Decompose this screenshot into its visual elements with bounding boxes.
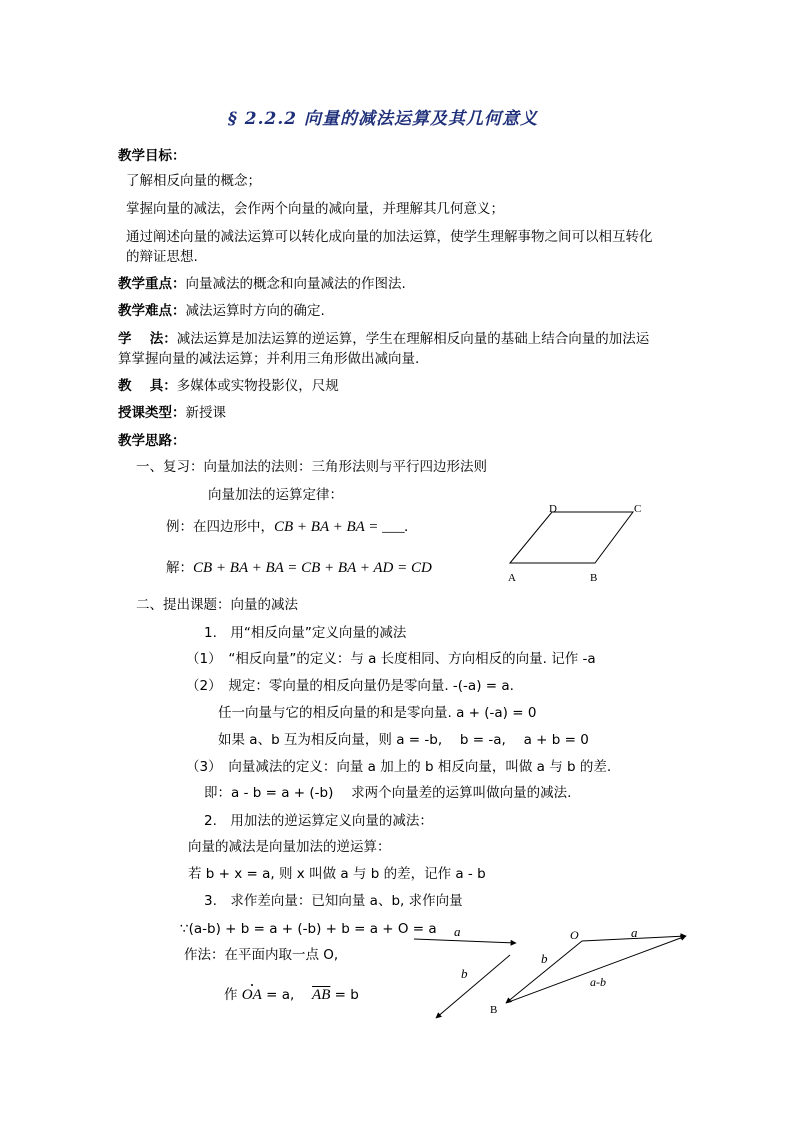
example-label: 例：在四边形中， [166,519,274,535]
section-1: 1. 用“相反向量”定义向量的减法 [204,625,407,641]
objectives-label: 教学目标： [118,148,186,164]
vector-a-arrow [414,939,516,943]
review-heading: 一、复习：向量加法的法则：三角形法则与平行四边形法则 [136,459,487,475]
method [118,330,649,348]
parallelogram-diagram [500,500,660,590]
vector-difference-diagram [400,920,710,1030]
lesson-type-text: 新授课 [185,405,226,421]
method-line1: 减法运算是加法运算的逆运算，学生在理解相反向量的基础上结合向量的加法运 [176,331,650,347]
key-point [118,275,406,293]
objective-item: 掌握向量的减法，会作两个向量的减向量，并理解其几何意义； [126,201,504,217]
section-3b: 作法：在平面内取一点 O, [184,947,339,963]
vertex-label-a: A [508,572,516,584]
example-expr: CB + BA + BA = ___. [274,519,409,535]
vertex-label-d: D [549,503,557,515]
section-2a: 向量的减法是向量加法的逆运算： [188,839,391,855]
method-line2: 算掌握向量的减法运算；并利用三角形做出减向量. [118,351,420,367]
vector-a-label: a [454,924,461,939]
point-3b: 即：a - b = a + (-b) 求两个向量差的运算叫做向量的减法. [204,785,572,801]
objective-item: 通过阐述向量的减法运算可以转化成向量的加法运算，使学生理解事物之间可以相互转化 [126,229,653,245]
section-3c-pre: 作 [224,987,242,1003]
point-o-label: O [570,928,579,942]
tools [118,377,339,395]
triangle-vector-a-minus-b [506,936,686,1003]
review-law: 向量加法的运算定律： [208,487,343,503]
example [166,518,408,536]
section-3a: ∵(a-b) + b = a + (-b) + b = a + O = a [180,921,437,937]
section-2: 2. 用加法的逆运算定义向量的减法： [204,813,433,829]
key-point-text: 向量减法的概念和向量减法的作图法. [185,276,406,292]
tools-text: 多媒体或实物投影仪，尺规 [176,378,339,394]
point-1: （1） “相反向量”的定义：与 a 长度相同、方向相反的向量. 记作 -a [186,651,596,667]
point-3: （3） 向量减法的定义：向量 a 加上的 b 相反向量，叫做 a 与 b 的差. [186,759,612,775]
triangle-a-minus-b-label: a-b [590,975,606,989]
page-title: § 2.2.2 向量的减法运算及其几何意义 [228,109,539,129]
vertex-label-b: B [590,572,598,584]
solution [166,559,432,577]
solution-label: 解： [166,560,193,576]
key-point-label: 教学重点： [118,276,186,292]
tools-label: 教 具： [118,378,177,394]
point-2b: 任一向量与它的相反向量的和是零向量. a + (-a) = 0 [218,705,537,721]
difficulty [118,302,325,320]
difficulty-label: 教学难点： [118,303,186,319]
objective-item: 的辩证思想. [126,249,198,265]
point-2: （2） 规定：零向量的相反向量仍是零向量. -(-a) = a. [186,678,514,694]
triangle-a-label: a [631,925,638,940]
section-3c [224,986,359,1004]
vector-ab: $\overline{AB}$ [312,987,331,1003]
section-2b: 若 b + x = a, 则 x 叫做 a 与 b 的差，记作 a - b [188,866,486,882]
point-2c: 如果 a、b 互为相反向量，则 a = -b, b = -a, a + b = 0 [218,732,589,748]
section-3: 3. 求作差向量：已知向量 a、b, 求作向量 [204,893,463,909]
vector-b-label: b [461,966,468,981]
lesson-type-label: 授课类型： [118,405,186,421]
solution-expr: CB + BA + BA = CB + BA + AD = CD [193,560,432,576]
vector-b-arrow [436,955,510,1018]
approach-label: 教学思路： [118,433,186,449]
parallelogram-shape [510,512,633,563]
triangle-b-label: b [541,951,548,966]
new-topic-heading: 二、提出课题：向量的减法 [136,597,298,613]
section-3c-post: = b [330,987,359,1003]
vector-oa: OA [241,987,262,1003]
section-3c-mid: = a, [261,987,313,1003]
method-label: 学 法： [118,331,177,347]
lesson-type [118,404,226,422]
difficulty-text: 减法运算时方向的确定. [185,303,325,319]
vertex-label-c: C [634,503,642,515]
objective-item: 了解相反向量的概念； [126,173,261,189]
point-b-label: B [490,1004,498,1016]
